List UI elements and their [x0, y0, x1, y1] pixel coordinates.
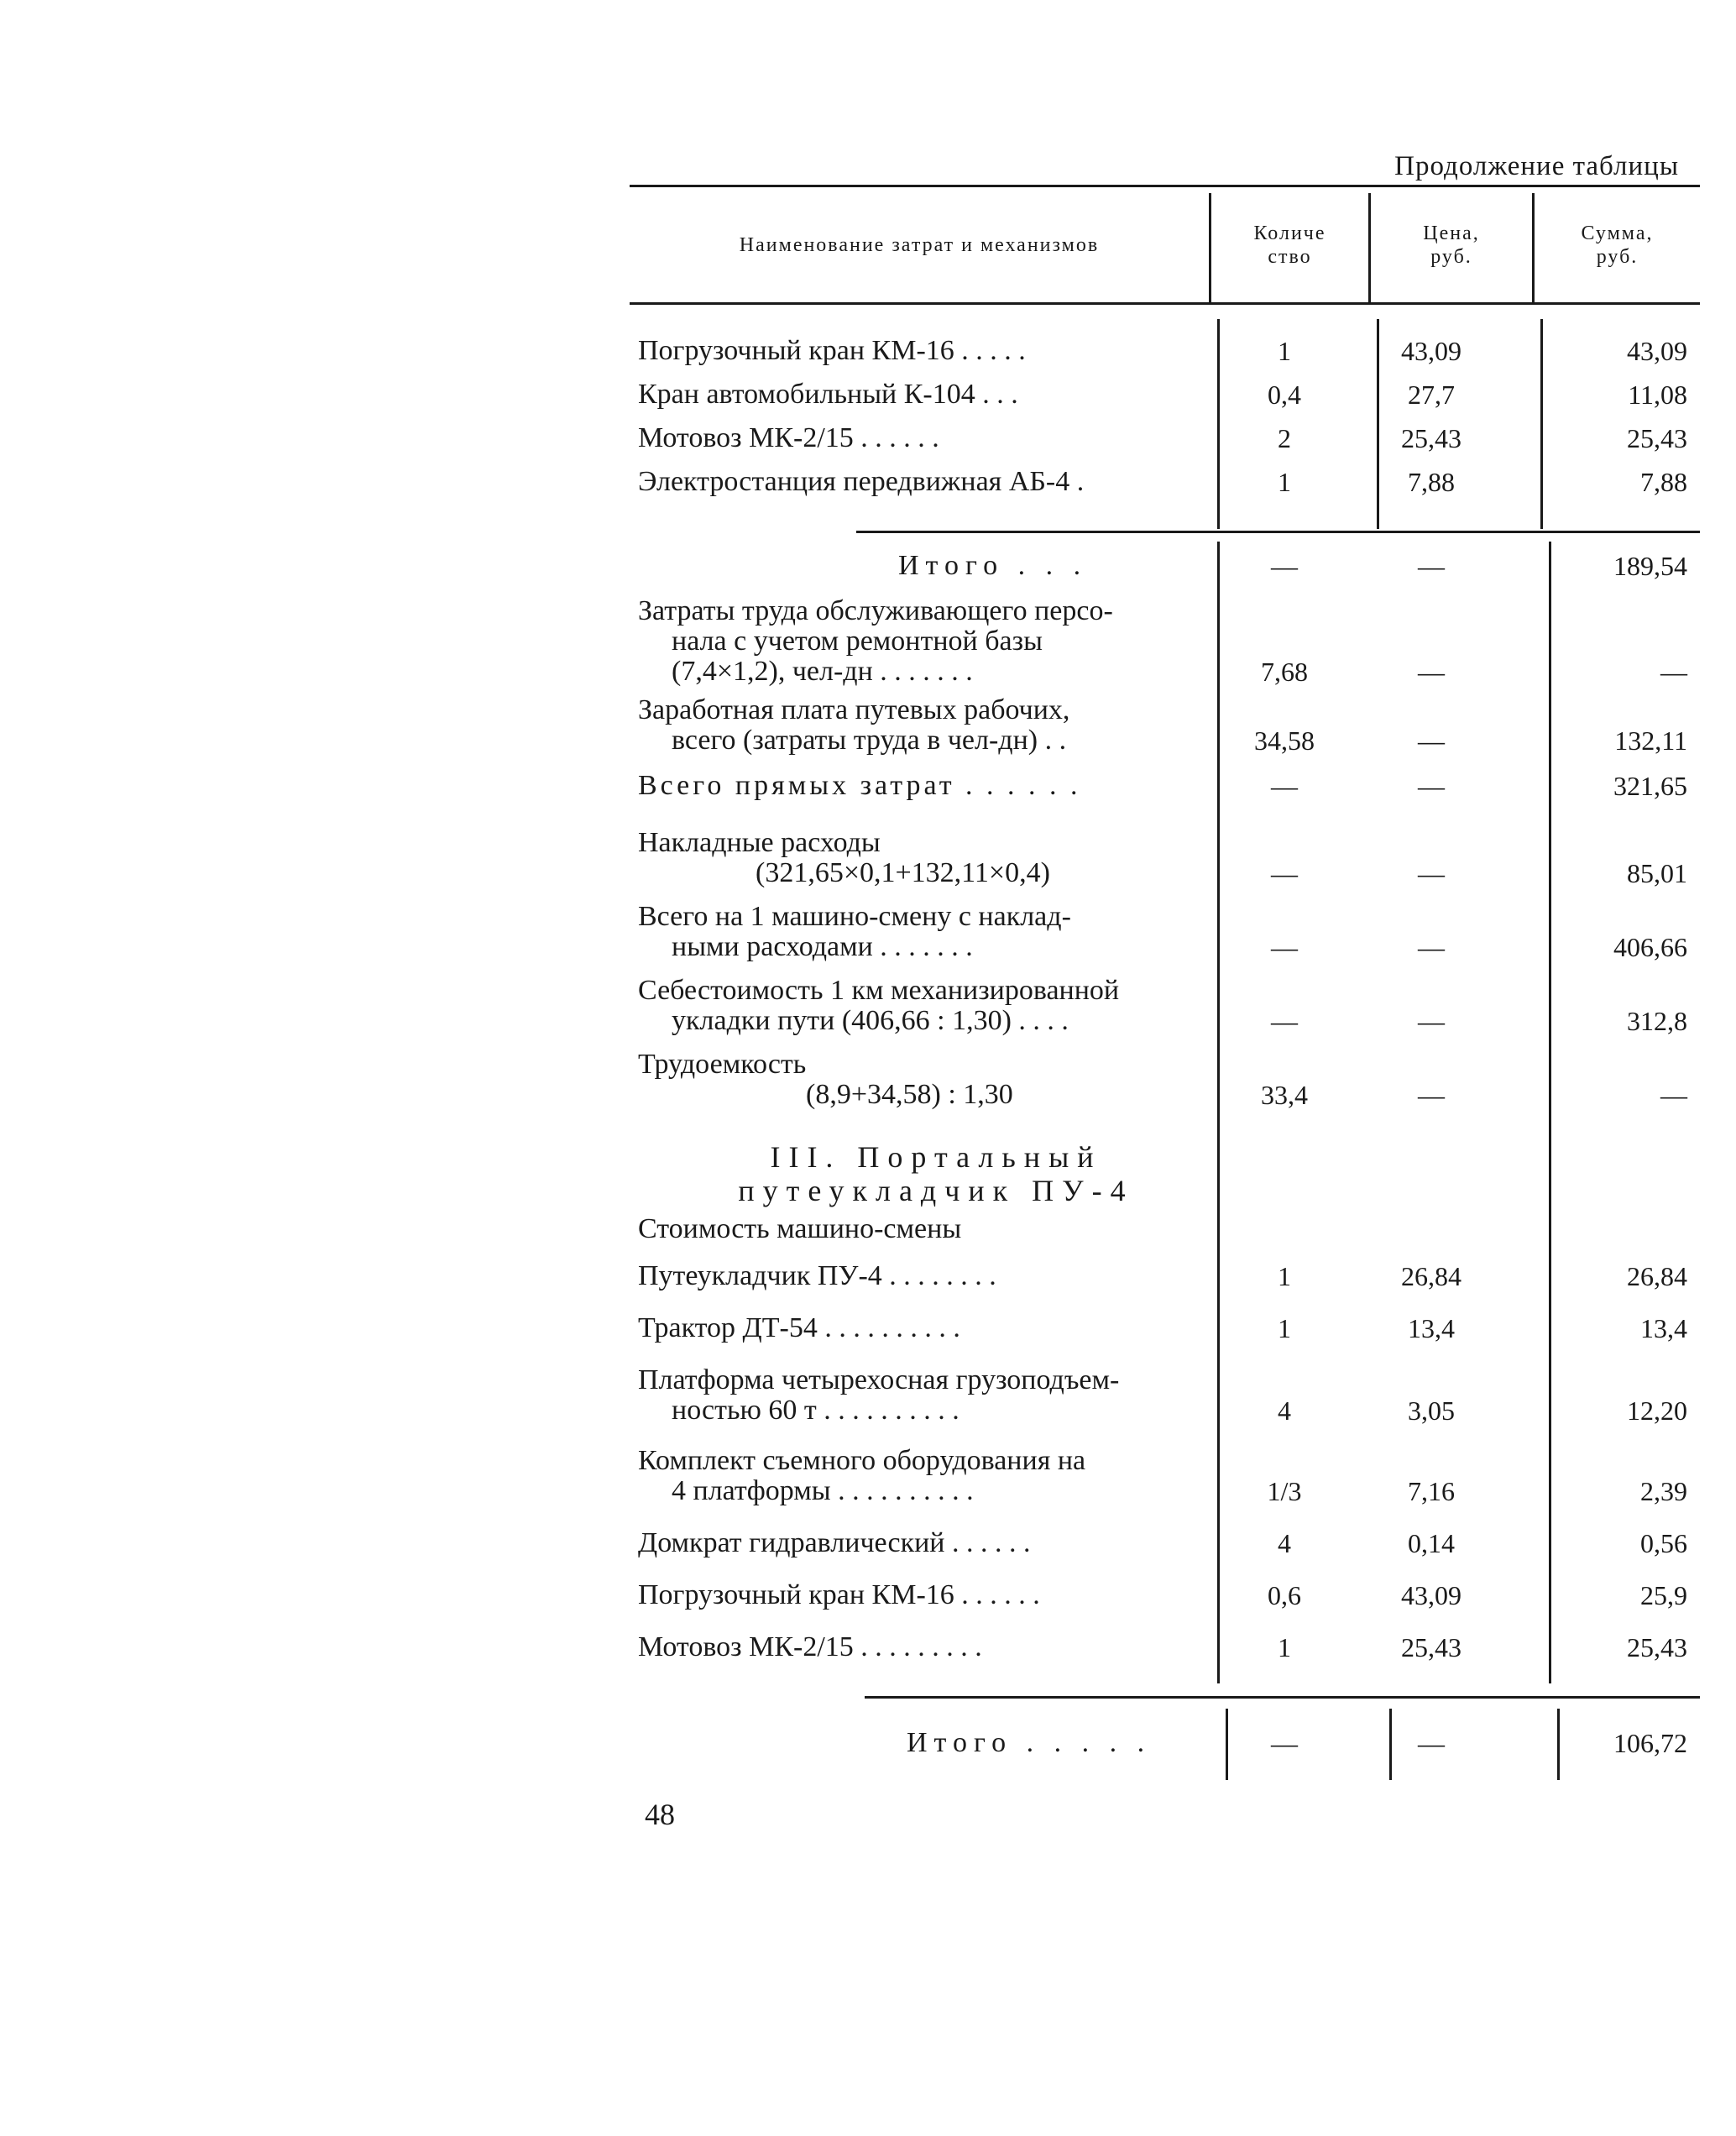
- row-price: —: [1418, 858, 1445, 888]
- row-qty: 34,58: [1254, 725, 1315, 756]
- row-name-line: Платформа четырехосная грузоподъем-: [638, 1365, 1120, 1395]
- column-divider: [1540, 319, 1543, 529]
- row-qty: —: [1271, 858, 1298, 888]
- row-price: —: [1418, 771, 1445, 801]
- row-sum: 2,39: [1640, 1476, 1687, 1506]
- column-divider: [1226, 1709, 1228, 1780]
- row-sum: 25,43: [1627, 1632, 1687, 1662]
- row-price: 13,4: [1408, 1313, 1455, 1343]
- continuation-label: Продолжение таблицы: [1394, 151, 1679, 181]
- row-name: [638, 336, 1209, 366]
- row-name-line: Мотовоз МК-2/15 . . . . . . . . .: [638, 1632, 982, 1662]
- row-name-line: нала с учетом ремонтной базы: [672, 626, 1043, 657]
- row-name: [638, 1313, 1209, 1343]
- section-subtitle-text: Стоимость машино-смены: [638, 1214, 962, 1244]
- section-title: [630, 1140, 1242, 1207]
- row-qty: 1: [1278, 1632, 1291, 1662]
- row-qty: 1: [1278, 467, 1291, 497]
- row-name: [638, 828, 1209, 888]
- row-qty: 0,6: [1268, 1580, 1301, 1610]
- row-name: [638, 976, 1209, 1036]
- row-name-line: (8,9+34,58) : 1,30: [806, 1080, 1013, 1110]
- row-sum: 321,65: [1613, 771, 1687, 801]
- row-name: [898, 551, 1209, 581]
- row-name-text: Мотовоз МК-2/15 . . . . . .: [638, 423, 939, 453]
- row-name-text: Погрузочный кран КМ-16 . . . . .: [638, 336, 1026, 366]
- row-qty: —: [1271, 932, 1298, 962]
- row-sum: 25,9: [1640, 1580, 1687, 1610]
- section-title-line2: путеукладчик ПУ-4: [738, 1174, 1134, 1207]
- row-sum: 312,8: [1627, 1006, 1687, 1036]
- subtotal-label: Итого . . .: [898, 551, 1088, 581]
- row-sum: —: [1660, 1080, 1687, 1110]
- column-divider: [1217, 319, 1220, 529]
- row-price: 25,43: [1401, 1632, 1461, 1662]
- header-qty-line1: Количе: [1253, 222, 1326, 244]
- row-name: [638, 380, 1209, 410]
- row-name-line: Погрузочный кран КМ-16 . . . . . .: [638, 1580, 1040, 1610]
- row-name: [638, 1632, 1209, 1662]
- row-qty: 33,4: [1261, 1080, 1308, 1110]
- row-price: —: [1418, 725, 1445, 756]
- row-price: 7,88: [1408, 467, 1455, 497]
- row-price: 7,16: [1408, 1476, 1455, 1506]
- row-name: [638, 1261, 1209, 1291]
- header-price: [1371, 222, 1532, 269]
- row-sum: 189,54: [1613, 551, 1687, 581]
- row-name-line: Всего прямых затрат . . . . . .: [638, 771, 1081, 801]
- table-top-rule: [630, 185, 1700, 187]
- row-name-text: Кран автомобильный К-104 . . .: [638, 380, 1018, 410]
- row-name-line: Путеукладчик ПУ-4 . . . . . . . .: [638, 1261, 996, 1291]
- header-name: Наименование затрат и механизмов: [739, 234, 1100, 256]
- header-price-line2: руб.: [1430, 246, 1472, 268]
- row-name-line: 4 платформы . . . . . . . . . .: [672, 1476, 974, 1506]
- row-qty: —: [1271, 1728, 1298, 1758]
- row-name: [638, 902, 1209, 962]
- column-divider: [1549, 542, 1551, 1683]
- row-name-line: (7,4×1,2), чел-дн . . . . . . .: [672, 657, 973, 687]
- row-name-line: Затраты труда обслуживающего персо-: [638, 596, 1113, 626]
- row-qty: 1: [1278, 1313, 1291, 1343]
- header-price-line1: Цена,: [1423, 222, 1480, 244]
- row-price: —: [1418, 551, 1445, 581]
- row-sum: —: [1660, 657, 1687, 687]
- row-sum: 132,11: [1614, 725, 1687, 756]
- row-sum: 12,20: [1627, 1395, 1687, 1426]
- row-price: 0,14: [1408, 1528, 1455, 1558]
- row-qty: 4: [1278, 1395, 1291, 1426]
- row-sum: 13,4: [1640, 1313, 1687, 1343]
- row-name-line: Накладные расходы: [638, 828, 881, 858]
- row-name-line: Домкрат гидравлический . . . . . .: [638, 1528, 1031, 1558]
- row-qty: 4: [1278, 1528, 1291, 1558]
- row-price: 3,05: [1408, 1395, 1455, 1426]
- row-name-line: ностью 60 т . . . . . . . . . .: [672, 1395, 960, 1426]
- row-sum: 85,01: [1627, 858, 1687, 888]
- row-name-line: Трудоемкость: [638, 1050, 807, 1080]
- section-title-line1: III. Портальный: [770, 1140, 1102, 1174]
- row-price: 43,09: [1401, 1580, 1461, 1610]
- header-qty-line2: ство: [1268, 246, 1312, 268]
- row-name: [638, 467, 1209, 497]
- header-sum: [1535, 222, 1700, 269]
- row-sum: 406,66: [1613, 932, 1687, 962]
- subtotal-rule: [865, 1696, 1700, 1699]
- row-name: [638, 1365, 1209, 1426]
- row-sum: 0,56: [1640, 1528, 1687, 1558]
- row-price: —: [1418, 657, 1445, 687]
- row-name: [907, 1728, 1217, 1758]
- row-sum: 25,43: [1627, 423, 1687, 453]
- row-name: [638, 1528, 1209, 1558]
- row-name: [638, 596, 1209, 687]
- row-qty: 2: [1278, 423, 1291, 453]
- column-divider: [1557, 1709, 1560, 1780]
- row-name: [638, 1446, 1209, 1506]
- header-qty: [1211, 222, 1368, 269]
- row-qty: 1: [1278, 336, 1291, 366]
- row-price: 27,7: [1408, 380, 1455, 410]
- row-qty: 0,4: [1268, 380, 1301, 410]
- row-sum: 7,88: [1640, 467, 1687, 497]
- row-qty: 1/3: [1267, 1476, 1302, 1506]
- row-name-line: (321,65×0,1+132,11×0,4): [756, 858, 1050, 888]
- row-qty: 1: [1278, 1261, 1291, 1291]
- row-price: —: [1418, 1080, 1445, 1110]
- row-name-line: всего (затраты труда в чел-дн) . .: [672, 725, 1067, 756]
- row-name-line: ными расходами . . . . . . .: [672, 932, 973, 962]
- row-sum: 11,08: [1628, 380, 1687, 410]
- row-name: [638, 1050, 1209, 1110]
- row-price: —: [1418, 1006, 1445, 1036]
- row-name-line: Заработная плата путевых рабочих,: [638, 695, 1070, 725]
- subtotal-rule: [856, 531, 1700, 533]
- row-name-line: укладки пути (406,66 : 1,30) . . . .: [672, 1006, 1069, 1036]
- row-qty: —: [1271, 1006, 1298, 1036]
- section-subtitle: [638, 1214, 1209, 1244]
- row-sum: 43,09: [1627, 336, 1687, 366]
- row-name: [638, 695, 1209, 756]
- header-bottom-rule: [630, 302, 1700, 305]
- row-name: [638, 423, 1209, 453]
- row-qty: 7,68: [1261, 657, 1308, 687]
- row-price: —: [1418, 1728, 1445, 1758]
- row-name-line: Трактор ДТ-54 . . . . . . . . . .: [638, 1313, 960, 1343]
- row-price: —: [1418, 932, 1445, 962]
- column-divider: [1217, 542, 1220, 1683]
- row-name-line: Комплект съемного оборудования на: [638, 1446, 1086, 1476]
- row-name-line: Себестоимость 1 км механизированной: [638, 976, 1120, 1006]
- row-price: 43,09: [1401, 336, 1461, 366]
- header-sum-line2: руб.: [1596, 246, 1639, 268]
- row-qty: —: [1271, 771, 1298, 801]
- row-name: [638, 1580, 1209, 1610]
- row-price: 26,84: [1401, 1261, 1461, 1291]
- row-name-text: Электростанция передвижная АБ-4 .: [638, 467, 1085, 497]
- row-name-line: Всего на 1 машино-смену с наклад-: [638, 902, 1071, 932]
- row-sum: 106,72: [1613, 1728, 1687, 1758]
- page-number: 48: [645, 1798, 675, 1831]
- row-price: 25,43: [1401, 423, 1461, 453]
- row-qty: —: [1271, 551, 1298, 581]
- subtotal-label: Итого . . . . .: [907, 1728, 1152, 1758]
- row-sum: 26,84: [1627, 1261, 1687, 1291]
- header-sum-line1: Сумма,: [1581, 222, 1654, 244]
- row-name: [638, 771, 1209, 801]
